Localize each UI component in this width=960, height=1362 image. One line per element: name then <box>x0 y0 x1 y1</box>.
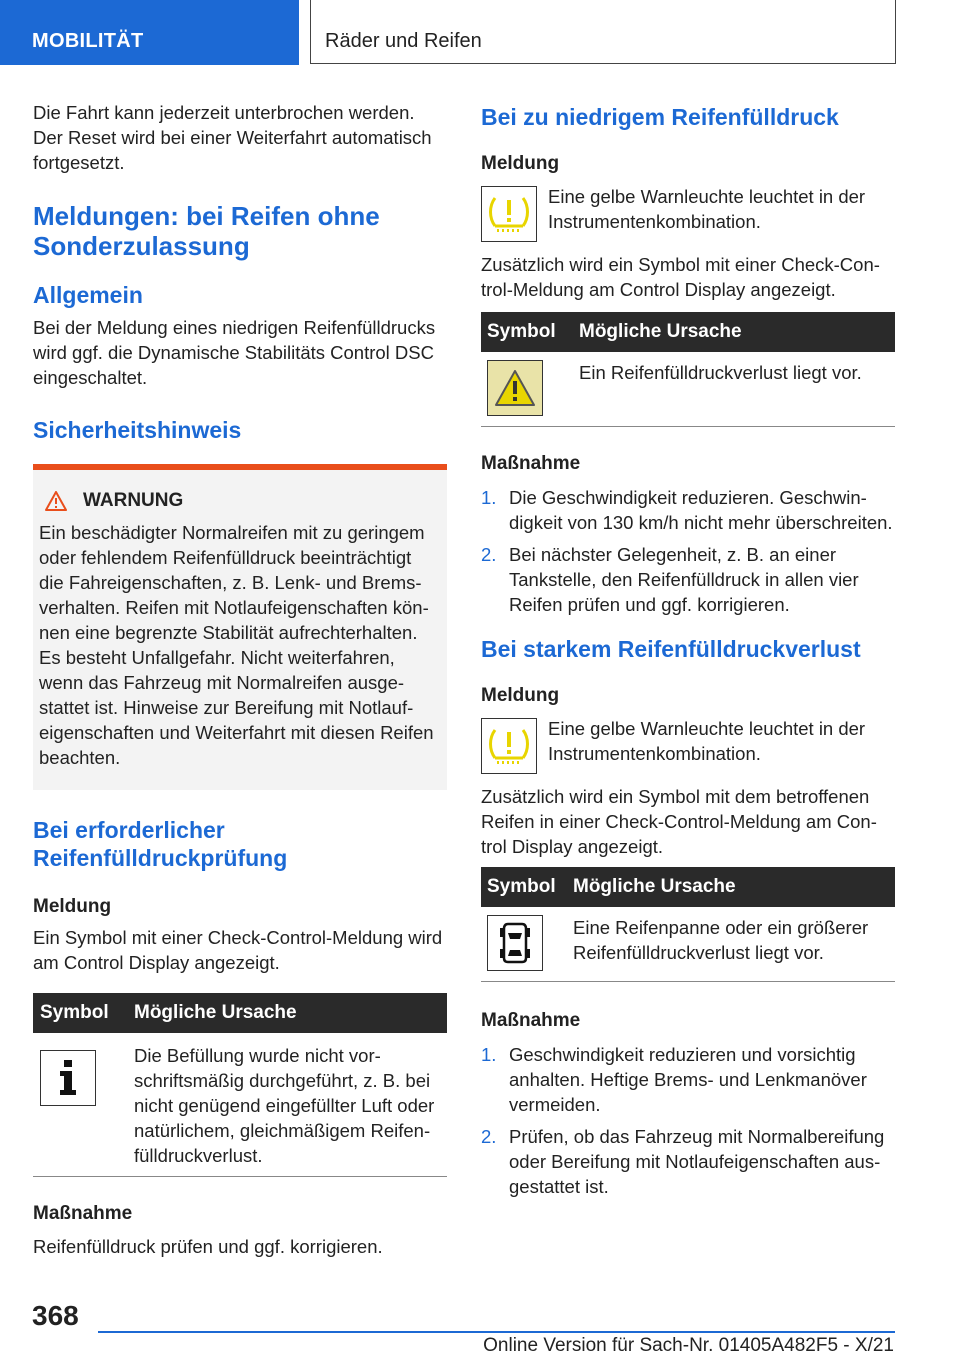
info-icon <box>40 1050 96 1106</box>
extra-text: Zusätzlich wird ein Symbol mit einer Check-Control-Meldung am Control Display angezeigt. <box>481 254 880 300</box>
heading-messages: Meldungen: bei Reifen ohne Sonderzulassung <box>33 201 380 261</box>
header-section-label: MOBILITÄT <box>32 30 144 52</box>
cause-text: Ein Reifenfülldruckverlust liegt vor. <box>579 362 862 383</box>
meldung-label: Meldung <box>481 685 560 706</box>
cause-table <box>33 993 447 1177</box>
left-column <box>33 100 447 1259</box>
header-chapter-box <box>310 0 896 64</box>
heading-safety: Sicherheitshinweis <box>33 417 242 443</box>
meldung-block <box>481 716 895 774</box>
meldung-block <box>481 184 895 242</box>
steps-list <box>481 485 895 617</box>
heading-low-pressure: Bei zu niedrigem Reifenfülldruck <box>481 104 839 130</box>
meldung-text: Ein Symbol mit einer Check-Control-Meldung wird am Control Display angezeigt. <box>33 927 443 973</box>
footer-version: Online Version für Sach-Nr. 01405A482F5 - X/21 <box>483 1335 894 1356</box>
table-row <box>481 907 895 982</box>
page-number: 368 <box>32 1300 79 1331</box>
general-paragraph: Bei der Meldung eines niedrigen Reifenfülldrucks wird ggf. die Dynamische Stabilitäts Control DSC eingeschaltet. <box>33 317 436 388</box>
list-item: 1. Die Geschwindigkeit reduzieren. Geschwindigkeit von 130 km/h nicht mehr überschreiten. <box>481 487 893 533</box>
massnahme-text: Reifenfülldruck prüfen und ggf. korrigieren. <box>33 1236 383 1257</box>
warning-box <box>33 464 447 790</box>
meldung-text: Eine gelbe Warnleuchte leuchtet in der Instrumentenkombination. <box>548 718 866 764</box>
table-row <box>481 352 895 427</box>
list-item: 1. Geschwindigkeit reduzieren und vorsichtig anhalten. Heftige Brems- und Lenkmanöver vermeiden. <box>481 1044 867 1115</box>
cause-table <box>481 312 895 427</box>
massnahme-label: Maßnahme <box>481 1010 581 1031</box>
table-header <box>481 312 895 352</box>
col-cause: Mögliche Ursache <box>134 1002 297 1023</box>
heading-strong-loss: Bei starkem Reifenfülldruckverlust <box>481 636 861 662</box>
list-item: 2. Prüfen, ob das Fahrzeug mit Normalbereifung oder Bereifung mit Notlaufeigenschaften ausgestattet ist. <box>481 1126 885 1197</box>
heading-general: Allgemein <box>33 282 143 308</box>
steps-list <box>481 1042 895 1199</box>
warning-title: WARNUNG <box>83 490 184 511</box>
warning-text: Ein beschädigter Normalreifen mit zu geringem oder fehlendem Reifenfülldruck beeinträchtigt die Fahreigenschaften, z. B. Lenk- und Bremsverhalten. Reifen mit Notlaufeigenschaften können eine begrenzte Stabilität aufrechterhalten. Es besteht Unfallgefahr. Nicht weiterfahren, wenn das Fahrzeug mit Normalreifen ausgestattet ist. Hinweise zur Bereifung mit Notlaufeigenschaften und Weiterfahrt mit diesen Reifen beachten. <box>39 522 434 768</box>
heading-check: Bei erforderlicher Reifenfülldruckprüfung <box>33 817 288 871</box>
cause-text: Die Befüllung wurde nicht vorschriftsmäßig durchgeführt, z. B. bei nicht genügend eingefüllter Luft oder natürlichem, gleichmäßigem Reifenfülldruckverlust. <box>134 1045 435 1166</box>
col-symbol: Symbol <box>487 321 556 342</box>
massnahme-label: Maßnahme <box>481 453 581 474</box>
col-cause: Mögliche Ursache <box>573 876 736 897</box>
header-chapter-label: Räder und Reifen <box>325 30 482 52</box>
cause-table <box>481 867 895 982</box>
col-symbol: Symbol <box>40 1002 109 1023</box>
car-tire-icon <box>487 915 543 971</box>
meldung-label: Meldung <box>481 153 560 174</box>
yellow-warning-triangle-icon <box>487 360 543 416</box>
list-item: 2. Bei nächster Gelegenheit, z. B. an einer Tankstelle, den Reifenfülldruck in allen vier Reifen prüfen und ggf. korrigieren. <box>481 544 859 615</box>
table-header <box>481 867 895 907</box>
cause-text: Eine Reifenpanne oder ein größerer Reifenfülldruckverlust liegt vor. <box>573 917 869 963</box>
intro-paragraph: Die Fahrt kann jederzeit unterbrochen werden. Der Reset wird bei einer Weiterfahrt automatisch fortgesetzt. <box>33 102 432 173</box>
meldung-text: Eine gelbe Warnleuchte leuchtet in der Instrumentenkombination. <box>548 186 866 232</box>
table-header <box>33 993 447 1033</box>
footer-divider <box>98 1331 895 1333</box>
right-column <box>481 100 895 1206</box>
tire-pressure-warning-icon <box>481 186 537 242</box>
header-section-tab <box>0 0 299 65</box>
warning-triangle-icon <box>45 491 67 511</box>
tire-pressure-warning-icon <box>481 718 537 774</box>
extra-text: Zusätzlich wird ein Symbol mit dem betroffenen Reifen in einer Check-Control-Meldung am Control Display angezeigt. <box>481 786 877 857</box>
table-row <box>33 1033 447 1177</box>
massnahme-label: Maßnahme <box>33 1203 133 1224</box>
meldung-label: Meldung <box>33 896 112 917</box>
col-symbol: Symbol <box>487 876 556 897</box>
col-cause: Mögliche Ursache <box>579 321 742 342</box>
